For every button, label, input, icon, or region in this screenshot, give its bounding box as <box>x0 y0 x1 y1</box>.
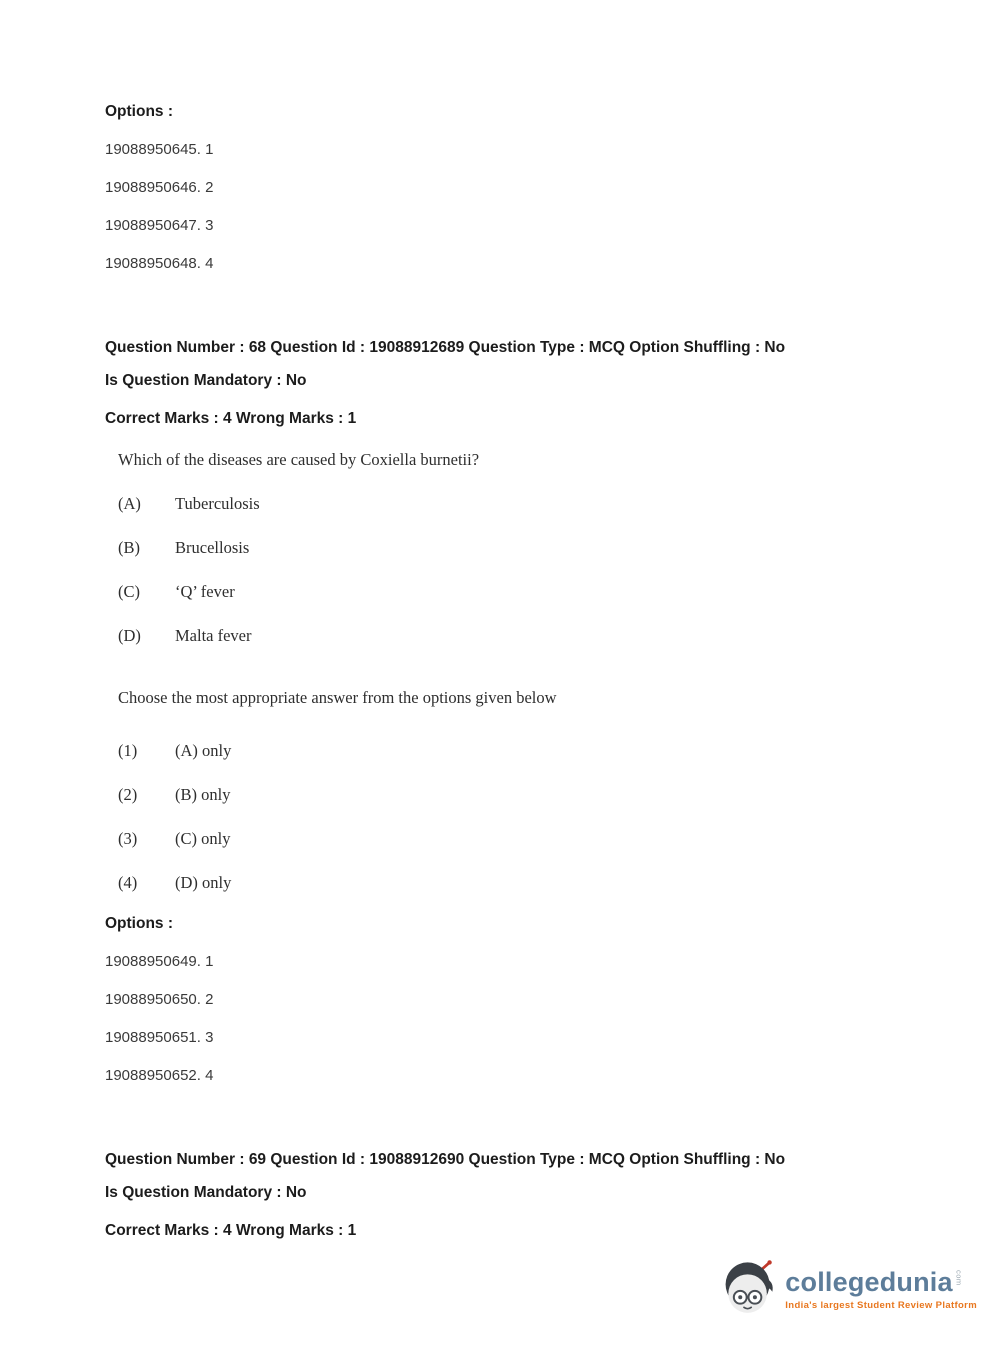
choice-label: (C) <box>118 582 140 601</box>
option-id-row: 19088950651. 3 <box>105 1029 214 1046</box>
choice-text: ‘Q’ fever <box>175 582 235 601</box>
question-text: Which of the diseases are caused by Coxiella burnetii? <box>118 450 480 469</box>
mascot-graduate-icon <box>721 1258 776 1320</box>
option-id-row: 19088950649. 1 <box>105 953 214 970</box>
choice-text: Brucellosis <box>175 538 250 557</box>
brand-tagline: India's largest Student Review Platform <box>785 1300 977 1311</box>
choice-row <box>105 582 911 602</box>
answer-text: (C) only <box>175 829 231 848</box>
option-id-row: 19088950650. 2 <box>105 991 214 1008</box>
question-68-block <box>105 338 911 1086</box>
question-meta-line: Question Number : 69 Question Id : 19088912690 Question Type : MCQ Option Shuffling : No <box>105 1151 786 1168</box>
question-meta-line: Question Number : 68 Question Id : 19088912689 Question Type : MCQ Option Shuffling : No <box>105 339 786 356</box>
question-69-block <box>105 1150 911 1241</box>
answer-label: (1) <box>118 741 138 760</box>
question-mandatory-line: Is Question Mandatory : No <box>105 372 307 389</box>
collegedunia-logo <box>721 1258 977 1320</box>
options-header: Options : <box>105 915 174 932</box>
choice-label: (A) <box>118 494 141 513</box>
answer-text: (B) only <box>175 785 231 804</box>
choice-text: Tuberculosis <box>175 494 260 513</box>
choice-row <box>105 494 911 514</box>
answer-row <box>105 829 911 849</box>
answer-text: (A) only <box>175 741 232 760</box>
choice-text: Malta fever <box>175 626 252 645</box>
option-id-row: 19088950648. 4 <box>105 255 214 272</box>
option-id-row: 19088950647. 3 <box>105 217 214 234</box>
choice-row <box>105 626 911 646</box>
question-marks-line: Correct Marks : 4 Wrong Marks : 1 <box>105 1222 357 1239</box>
choice-label: (D) <box>118 626 141 645</box>
choices-list <box>105 494 911 646</box>
question-mandatory-line: Is Question Mandatory : No <box>105 1184 307 1201</box>
question-marks-line: Correct Marks : 4 Wrong Marks : 1 <box>105 410 357 427</box>
answer-row <box>105 741 911 761</box>
answer-row <box>105 785 911 805</box>
brand-name: collegedunia <box>785 1267 953 1297</box>
answer-row <box>105 873 911 893</box>
choice-label: (B) <box>118 538 140 557</box>
options-header-top: Options : <box>105 103 174 120</box>
answers-list <box>105 741 911 893</box>
answer-label: (3) <box>118 829 138 848</box>
logo-text <box>785 1267 977 1311</box>
option-id-row: 19088950645. 1 <box>105 141 214 158</box>
instruction-text: Choose the most appropriate answer from the options given below <box>118 688 557 707</box>
choice-row <box>105 538 911 558</box>
answer-label: (2) <box>118 785 138 804</box>
brand-dotcom-label: com <box>954 1270 964 1286</box>
option-id-row: 19088950652. 4 <box>105 1067 214 1084</box>
answer-text: (D) only <box>175 873 232 892</box>
option-id-row: 19088950646. 2 <box>105 179 214 196</box>
answer-label: (4) <box>118 873 138 892</box>
